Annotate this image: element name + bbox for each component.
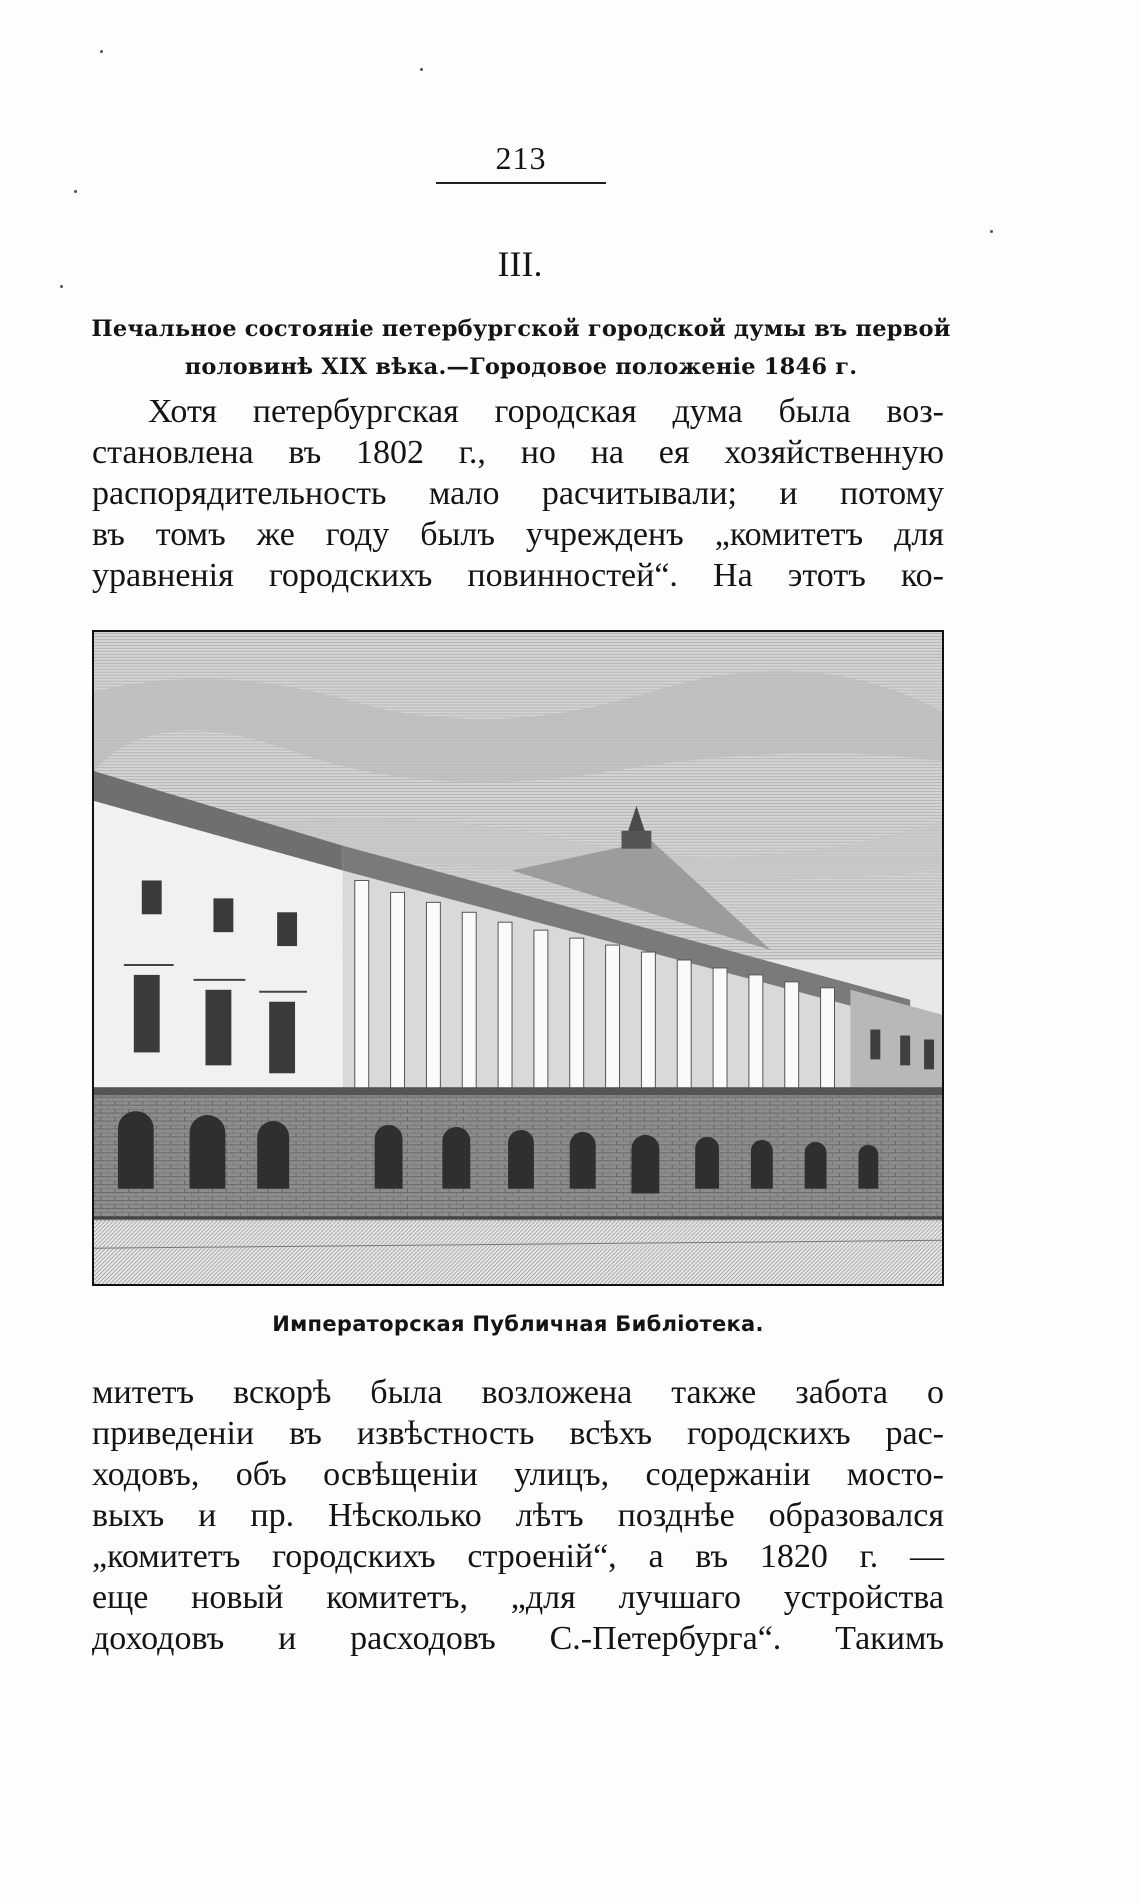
text-line: въ томъ же году былъ учрежденъ „комитетъ для — [92, 516, 944, 553]
text-line: ходовъ, объ освѣщенiи улицъ, содержанiи мосто- — [92, 1456, 944, 1493]
text-line: Хотя петербургская городская дума была воз- — [148, 393, 944, 430]
text-line: митетъ вскорѣ была возложена также забота о — [92, 1374, 944, 1411]
text-line: „комитетъ городскихъ строенiй“, а въ 1820 г. — — [92, 1538, 944, 1575]
illustration-caption: Императорская Публичная Библiотека. — [272, 1312, 764, 1336]
chapter-title-line: половинѣ XIX вѣка.—Городовое положенiе 1846 г. — [184, 354, 858, 380]
page-number-rule — [436, 182, 606, 184]
paper-speck — [74, 190, 77, 193]
text-line: приведенiи въ извѣстность всѣхъ городскихъ рас- — [92, 1415, 944, 1452]
chapter-number: III. — [497, 244, 543, 284]
library-building-drawing — [94, 632, 942, 1284]
paper-speck — [100, 50, 103, 53]
text-line: еще новый комитетъ, „для лучшаго устройства — [92, 1579, 944, 1616]
paragraph-1 — [92, 391, 944, 596]
paper-speck — [60, 285, 63, 288]
text-line: доходовъ и расходовъ С.-Петербурга“. Такимъ — [92, 1620, 944, 1657]
paper-speck — [420, 68, 423, 71]
text-line: уравненiя городскихъ повинностей“. На этотъ ко- — [92, 557, 944, 594]
text-line: становлена въ 1802 г., но на ея хозяйственную — [92, 434, 944, 471]
paper-speck — [990, 230, 993, 233]
paragraph-2 — [92, 1372, 944, 1659]
text-line: выхъ и пр. Нѣсколько лѣтъ позднѣе образовался — [92, 1497, 944, 1534]
chapter-title — [90, 310, 952, 386]
library-engraving — [92, 630, 944, 1286]
text-line: распорядительность мало расчитывали; и потому — [92, 475, 944, 512]
chapter-title-line: Печальное состоянiе петербургской городской думы въ первой — [91, 316, 951, 342]
page-number: 213 — [495, 140, 547, 176]
